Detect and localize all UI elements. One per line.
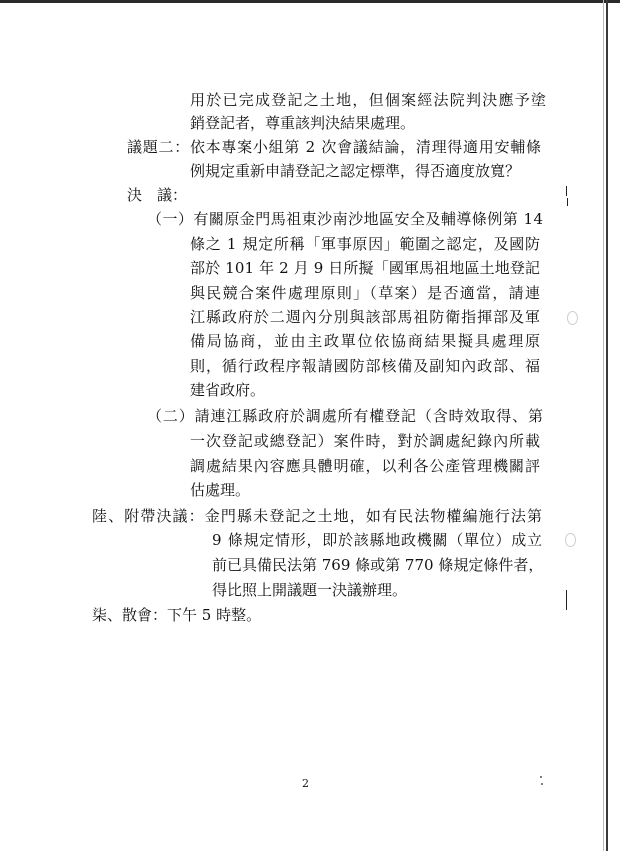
scan-right-edge <box>606 0 608 851</box>
text-line-13: 建省政府。 <box>190 381 266 399</box>
text-line-1: 用於已完成登記之土地，但個案經法院判決應予塗 <box>190 91 548 109</box>
adjournment: 柒、散會：下午 5 時整。 <box>92 606 262 624</box>
scan-right-shadow <box>603 0 604 851</box>
binding-hole-mark <box>565 533 576 547</box>
text-line-15: 一次登記或總登記）案件時，對於調處紀錄內所載 <box>190 432 541 450</box>
text-line-8: 部於 101 年 2 月 9 日所擬「國軍馬祖地區土地登記 <box>190 259 541 277</box>
text-line-2: 銷登記者，尊重該判決結果處理。 <box>190 114 416 132</box>
scan-top-edge <box>0 0 620 3</box>
scan-speck <box>540 776 542 778</box>
agenda-item-2: 議題二：依本專案小組第 2 次會議結論，清理得適用安輔條 <box>127 138 542 156</box>
text-line-4: 例規定重新申請登記之認定標準，得否適度放寬？ <box>190 162 521 180</box>
scan-speck <box>541 783 543 785</box>
binding-hole-mark <box>567 311 578 325</box>
text-line-7: 條之 1 規定所稱「軍事原因」範圍之認定，及國防 <box>190 235 541 253</box>
page-number: 2 <box>302 777 309 790</box>
scan-mark <box>566 186 567 196</box>
resolution-heading: 決 議： <box>127 186 188 204</box>
supplementary-resolution: 陸、附帶決議：金門縣未登記之土地，如有民法物權編施行法第 <box>92 507 544 525</box>
text-line-19: 9 條規定情形，即於該縣地政機關（單位）成立 <box>212 531 543 549</box>
text-line-9: 與民競合案件處理原則」（草案）是否適當，請連 <box>190 284 542 302</box>
text-line-11: 備局協商，並由主政單位依協商結果擬具處理原 <box>190 332 542 350</box>
text-line-12: 則，循行政程序報請國防部核備及副知內政部、福 <box>190 357 541 375</box>
scan-mark <box>567 198 568 206</box>
scan-mark <box>566 590 567 610</box>
text-line-10: 江縣政府於二週內分別與該部馬祖防衛指揮部及軍 <box>190 308 541 326</box>
text-line-16: 調處結果內容應具體明確，以利各公產管理機關評 <box>190 457 541 475</box>
resolution-item-1: （一）有關原金門馬祖東沙南沙地區安全及輔導條例第 14 <box>147 210 544 228</box>
resolution-item-2: （二）請連江縣政府於調處所有權登記（含時效取得、第 <box>147 407 544 425</box>
text-line-20: 前已具備民法第 769 條或第 770 條規定條件者， <box>212 556 544 574</box>
text-line-17: 估處理。 <box>190 481 251 499</box>
text-line-21: 得比照上開議題一決議辦理。 <box>212 581 408 599</box>
